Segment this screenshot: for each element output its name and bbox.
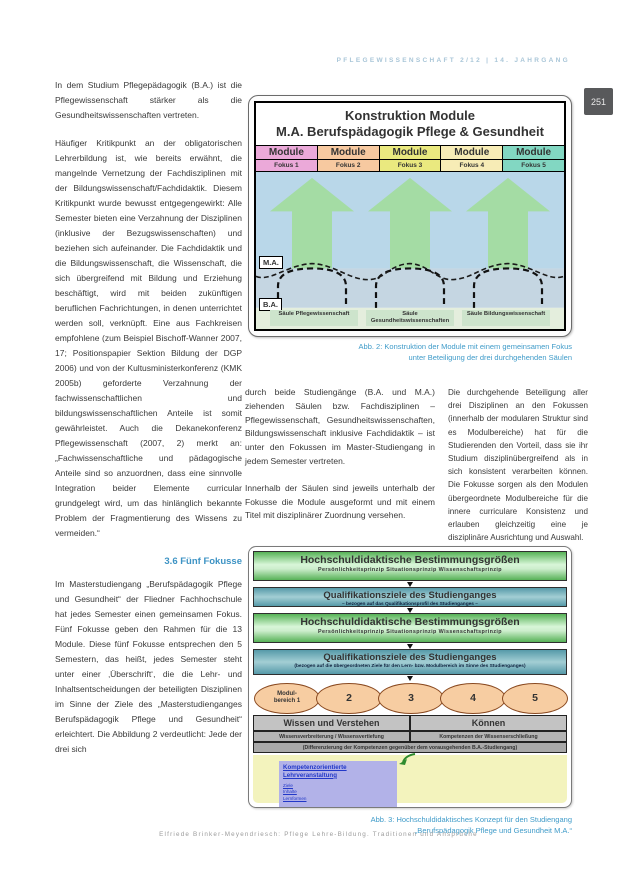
course-box-item: Inhalte (283, 789, 297, 795)
knowledge-cell: Wissen und Verstehen (253, 715, 410, 731)
down-arrow-icon (407, 582, 413, 587)
module-cell: Module Fokus 4 (441, 146, 503, 171)
course-area (253, 755, 567, 803)
page-footer: Elfriede Brinker-Meyendriesch: Pflege Lehre-Bildung. Traditionen und Ansprüche (159, 831, 478, 838)
module-area-ellipse: 2 (316, 683, 382, 714)
band-bestimmungsgroessen: Hochschuldidaktische Bestimmungsgrößen Persönlichkeitsprinzip Situationsprinzip Wissenschaftsprinzip (253, 551, 567, 581)
paragraph: Häufiger Kritikpunkt an der obligatorischen Lehrerbildung ist, wie bereits erwähnt, die mangelnde Vernetzung der Fachdisziplinen mit der Bildungswissenschaft/Fachdidaktik. Diesem Kritikpunkt wurde bewusst entgegengewirkt: Alle Semester bieten eine Verzahnung der Disziplinen (inklusive der Bezugswissenschaften) und beziehen sich aufeinander. Die Fachdidaktik und die Bildungswissenschaft, die Wissenschaft, die sich übergreifend mit Bildung und Erziehung beschäftigt, wird mit beiden zukünftigen beruflichen Fachrichtungen, in denen unterrichtet werden soll, verknüpft. Eine aus Fachkreisen empfohlene (zum Beispiel Bischoff-Wanner 2007, 17; Positionspapier Sektion Bildung der DGP 2006) und von der Kultusministerkonferenz (KMK 2005b) geforderte Verzahnung der fachwissenschaftlichen und bildungswissenschaftlichen Anteile ist somit gewährleistet. Auch die Dekanekonferenz Pflegewissenschaft (2007, 2) merkt an: „Fachwissenschaftliche und pädagogische Anteile sind so anzuordnen, dass eine sinnvolle Integration beider Elemente curricular grundgelegt wird, um das hinlänglich bekannte Problem der Fragmentierung des Wissens zu vermeiden.“ (55, 138, 242, 538)
module-header-row (256, 145, 564, 172)
paragraph: Innerhalb der Säulen sind jeweils unterhalb der Fokusse die Module ausgeformt und mit einem Titel mit disziplinärer Zuordnung versehen. (245, 482, 435, 521)
course-box-title: Kompetenzorientierte Lehrveranstaltung (283, 764, 347, 779)
module-arrows-graphic (256, 172, 564, 330)
middle-column (245, 386, 435, 536)
figure-module-construction (248, 95, 572, 337)
paragraph: In dem Studium Pflegepädagogik (B.A.) ist die Pflegewissenschaft stärker als die Gesundheitswissenschaften vertreten. (55, 80, 242, 120)
knowledge-sub-row (253, 731, 567, 742)
module-cell: Module Fokus 3 (380, 146, 442, 171)
knowledge-sub-cell: Wissensverbreiterung / Wissensvertiefung (253, 731, 410, 742)
band-qualifikationsziele: Qualifikationsziele des Studienganges – bezogen auf das Qualifikationsprofil des Studienganges – (253, 587, 567, 607)
modules-diagram (256, 172, 564, 330)
down-arrow-icon (407, 644, 413, 649)
paragraph: durch beide Studiengänge (B.A. und M.A.) ziehenden Säulen bzw. Fachdisziplinen – Pflegewissenschaft, Gesundheitswissenschaften, Bildungswissenschaft inklusive Fachdidaktik – ist unter den Fokussen im Master-Studiengang in jedem Semester vertreten. (245, 387, 435, 466)
ba-level-label: B.A. (259, 298, 282, 311)
competence-line: (Differenzierung der Kompetenzen gegenüber dem vorausgehenden B.A.-Studiengang) (253, 742, 567, 753)
band-bestimmungsgroessen: Hochschuldidaktische Bestimmungsgrößen Persönlichkeitsprinzip Situationsprinzip Wissenschaftsprinzip (253, 613, 567, 643)
module-cell: Module Fokus 2 (318, 146, 380, 171)
module-cell: Module Fokus 1 (256, 146, 318, 171)
knowledge-row (253, 715, 567, 731)
section-heading: 3.6 Fünf Fokusse (164, 556, 242, 567)
pillar-label: Säule Gesundheitswissenschaften (366, 310, 454, 326)
paragraph: Die durchgehende Beteiligung aller drei Disziplinen an den Fokussen (innerhalb der modularen Struktur sind es Modulbereiche) hat für die Studierenden den Vorteil, dass sie ihr Studium disziplinübergreifend als in sich konsistent verarbeiten können. Die Fokusse sorgen als den Modulen übergeordnete Modulbereiche für die innere curriculare Konsistenz und erlauben gleichzeitig eine je disziplinäre Ausrichtung und Auswahl. (448, 388, 588, 543)
left-column (55, 78, 242, 770)
knowledge-sub-cell: Kompetenzen der Wissenserschließung (410, 731, 567, 742)
page-number-badge: 251 (584, 88, 613, 115)
curved-arrow-icon (399, 752, 417, 770)
figure-caption-abb3: Abb. 3: Hochschuldidaktisches Konzept für den Studiengang „Berufspädagogik Pflege und Gesundheit M.A.“ (370, 815, 572, 836)
paragraph: Im Masterstudiengang „Berufspädagogik Pflege und Gesundheit“ der Fliedner Fachhochschule hat jedes Semester einen gemeinsamen Fokus. Fünf Fokusse geben den Rahmen für die 13 Module. Diese fünf Fokusse entsprechen den 5 Semestern, das heißt, jedes Semester steht unter einer ‚Überschrift‘, die die Lehr- und Inhaltsentscheidungen der beteiligten Disziplinen im Sinne der Ziele des „Masterstudienganges Berufspädagogik Pflege und Gesundheit“ erleichtert. Die Abbildung 2 verdeutlicht: Jede der drei sich (55, 579, 242, 754)
module-cell: Module Fokus 5 (503, 146, 564, 171)
course-box-item: Lernformen (283, 796, 307, 802)
figure-title: Konstruktion Module M.A. Berufspädagogik Pflege & Gesundheit (276, 108, 544, 140)
pillar-label: Säule Pflegewissenschaft (270, 310, 358, 326)
down-arrow-icon (407, 608, 413, 613)
pillar-label: Säule Bildungswissenschaft (462, 310, 550, 326)
down-arrow-icon (407, 676, 413, 681)
knowledge-cell: Können (410, 715, 567, 731)
journal-header: PFLEGEWISSENSCHAFT 2/12 | 14. JAHRGANG (336, 57, 570, 64)
figure-caption-abb2: Abb. 2: Konstruktion der Module mit einem gemeinsamen Fokus unter Beteiligung der drei durchgehenden Säulen (358, 342, 572, 363)
pillar-row (256, 310, 564, 326)
module-area-ellipse: 3 (378, 683, 444, 714)
ma-level-label: M.A. (259, 256, 283, 269)
module-area-ellipse: Modul- bereich 1 (254, 683, 320, 714)
module-area-row (253, 681, 567, 715)
course-box-item: Ziele (283, 782, 293, 788)
module-area-ellipse: 5 (502, 683, 568, 714)
right-column (448, 386, 588, 557)
module-area-ellipse: 4 (440, 683, 506, 714)
figure-didactic-concept (248, 546, 572, 808)
band-qualifikationsziele: Qualifikationsziele des Studienganges (bezogen auf die übergeordneten Ziele für den Lern- bzw. Modulbereich im Sinne des Studienganges) (253, 649, 567, 675)
course-box (279, 761, 397, 807)
